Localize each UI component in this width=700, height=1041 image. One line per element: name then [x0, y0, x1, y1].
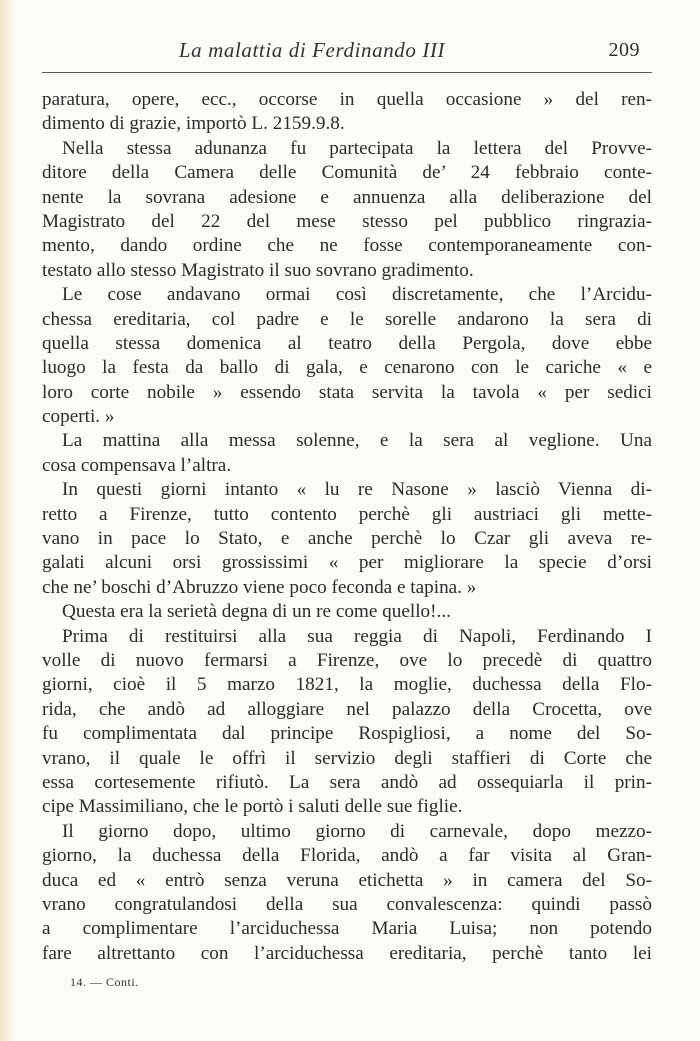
text-line: rida, che andò ad alloggiare nel palazzo della Crocetta, ove [42, 698, 652, 720]
text-line: duca ed « entrò senza veruna etichetta » in camera del So- [42, 869, 652, 891]
text-line: dimento di grazie, importò L. 2159.9.8. [42, 113, 345, 135]
text-line: coperti. » [42, 406, 115, 428]
text-line: fu complimentata dal principe Rospigliosi, a nome del So- [42, 723, 652, 745]
text-line: chessa ereditaria, col padre e le sorelle andarono la sera di [42, 308, 652, 330]
text-line: Le cose andavano ormai così discretamente, che l’Arcidu- [62, 284, 652, 306]
text-line: In questi giorni intanto « lu re Nasone » lasciò Vienna di- [62, 479, 652, 501]
text-line: fare altrettanto con l’arciduchessa ereditaria, perchè tanto lei [42, 942, 652, 964]
text-line: Prima di restituirsi alla sua reggia di Napoli, Ferdinando I [62, 625, 652, 647]
text-line: Questa era la serietà degna di un re come quello!... [62, 601, 451, 623]
signature-mark: 14. — Conti. [70, 975, 139, 989]
text-line: loro corte nobile » essendo stata servita la tavola « per sedici [42, 381, 652, 403]
text-line: paratura, opere, ecc., occorse in quella occasione » del ren- [42, 89, 652, 110]
text-line: vrano congratulandosi della sua convalescenza: quindi passò [42, 893, 652, 915]
text-line: ditore della Camera delle Comunità de’ 24 febbraio conte- [42, 162, 652, 184]
text-line: Nella stessa adunanza fu partecipata la lettera del Provve- [62, 137, 652, 159]
text-line: giorni, cioè il 5 marzo 1821, la moglie, duchessa della Flo- [42, 674, 652, 696]
text-line: Magistrato del 22 del mese stesso pel pubblico ringrazia- [42, 210, 652, 232]
text-line: volle di nuovo fermarsi a Firenze, ove lo precedè di quattro [42, 649, 652, 671]
text-line: che ne’ boschi d’Abruzzo viene poco feconda e tapina. » [42, 576, 477, 598]
text-line: mento, dando ordine che ne fosse contemporaneamente con- [42, 235, 652, 257]
text-line: giorno, la duchessa della Florida, andò a far visita al Gran- [42, 845, 652, 867]
page-edge-shadow [0, 0, 14, 1041]
running-title: La malattia di Ferdinando III [178, 38, 446, 62]
body-text [42, 88, 652, 966]
text-line: galati alcuni orsi grossissimi « per migliorare la specie d’orsi [42, 552, 652, 574]
text-line: essa cortesemente rifiutò. La sera andò ad ossequiarla il prin- [42, 771, 652, 793]
text-line: testato allo stesso Magistrato il suo sovrano gradimento. [42, 259, 474, 281]
text-line: nente la sovrana adesione e annuenza alla deliberazione del [42, 186, 652, 208]
text-line: La mattina alla messa solenne, e la sera al veglione. Una [62, 430, 652, 452]
text-line: luogo la festa da ballo di gala, e cenarono con le cariche « e [42, 357, 652, 379]
page-header [42, 38, 652, 73]
text-line: vrano, il quale le offrì il servizio degli staffieri di Corte che [42, 747, 652, 769]
text-line: retto a Firenze, tutto contento perchè gli austriaci gli mette- [42, 503, 652, 525]
text-line: cipe Massimiliano, che le portò i saluti delle sue figlie. [42, 796, 463, 818]
text-line: Il giorno dopo, ultimo giorno di carnevale, dopo mezzo- [62, 820, 652, 842]
page-number: 209 [608, 39, 640, 61]
text-line: a complimentare l’arciduchessa Maria Luisa; non potendo [42, 918, 652, 940]
text-line: cosa compensava l’altra. [42, 454, 232, 476]
text-line: vano in pace lo Stato, e anche perchè lo Czar gli aveva re- [42, 528, 652, 550]
text-line: quella stessa domenica al teatro della Pergola, dove ebbe [42, 332, 652, 354]
